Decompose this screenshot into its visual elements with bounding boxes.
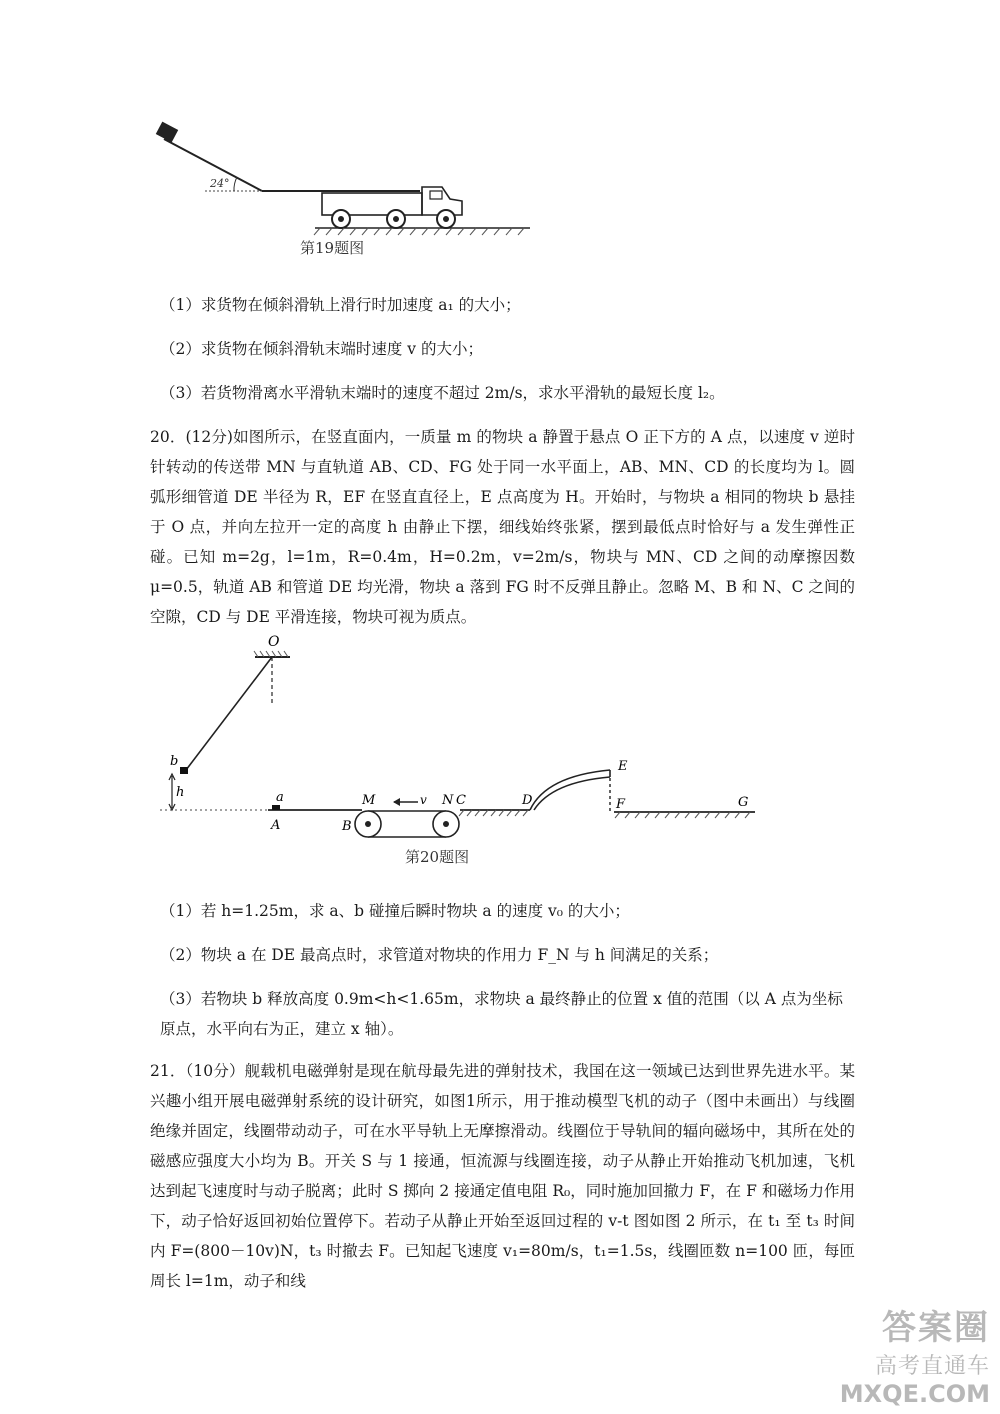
angle-arc — [234, 177, 237, 191]
label-h: h — [176, 785, 185, 800]
q19-part-3: （3）若货物滑离水平滑轨末端时的速度不超过 2m/s，求水平滑轨的最短长度 l₂。 — [160, 384, 725, 402]
label-G: G — [738, 795, 749, 810]
label-B: B — [342, 819, 352, 834]
label-a: a — [276, 790, 284, 805]
q20-part-1: （1）若 h=1.25m，求 a、b 碰撞后瞬时物块 a 的速度 v₀ 的大小； — [160, 902, 630, 920]
figure-19-diagram — [150, 115, 540, 245]
angle-label: 24° — [210, 177, 230, 190]
watermark-line-2: 高考直通车 — [874, 1354, 990, 1379]
label-M: M — [362, 793, 376, 808]
q19-part-2: （2）求货物在倾斜滑轨末端时速度 v 的大小； — [160, 340, 483, 358]
figure-20-diagram — [150, 630, 770, 850]
watermark-line-3: MXQE.COM — [839, 1380, 990, 1408]
block-b — [180, 767, 188, 774]
truck — [322, 187, 462, 228]
pendulum-string — [186, 657, 272, 770]
q20-part-3: （3）若物块 b 释放高度 0.9m<h<1.65m，求物块 a 最终静止的位置 x 值的范围（以 A 点为坐标原点，水平向右为正，建立 x 轴）。 — [160, 990, 843, 1038]
watermark — [840, 1300, 990, 1408]
label-b: b — [170, 754, 179, 769]
pipe-DE — [530, 770, 610, 810]
figure-20-caption: 第20题图 — [405, 848, 470, 866]
label-N: N — [442, 793, 454, 808]
label-O: O — [268, 634, 280, 650]
label-C: C — [456, 793, 466, 808]
q21-stem: 21．（10分）舰载机电磁弹射是现在航母最先进的弹射技术，我国在这一领域已达到世界先进水平。某兴趣小组开展电磁弹射系统的设计研究，如图1所示，用于推动模型飞机的动子（图中未画出）与线圈绝缘并固定，线圈带动动子，可在水平导轨上无摩擦滑动。线圈位于导轨间的辐向磁场中，其所在处的磁感应强度大小均为 B。开关 S 与 1 接通，恒流源与线圈连接，动子从静止开始推动飞机加速，飞机达到起飞速度时与动子脱离；此时 S 掷向 2 接通定值电阻 R₀，同时施加回撤力 F，在 F 和磁场力作用下，动子恰好返回初始位置停下。若动子从静止开始至返回过程的 v-t 图如图 2 所示，在 t₁ 至 t₃ 时间内 F=(800－10v)N，t₃ 时撤去 F。已知起飞速度 v₁=80m/s，t₁=1.5s，线圈匝数 n=100 匝，每匝周长 l=1m，动子和线 — [150, 1062, 855, 1290]
label-E: E — [618, 759, 628, 774]
figure-19-caption: 第19题图 — [300, 239, 365, 257]
q20-stem: 20．(12分)如图所示，在竖直面内，一质量 m 的物块 a 静置于悬点 O 正下方的 A 点，以速度 v 逆时针转动的传送带 MN 与直轨道 AB、CD、FG 处于同一水平面上，AB、MN、CD 的长度均为 l。圆弧形细管道 DE 半径为 R，EF 在竖直直径上，E 点高度为 H。开始时，与物块 a 相同的物块 b 悬挂于 O 点，并向左拉开一定的高度 h 由静止下摆，细线始终张紧，摆到最低点时恰好与 a 发生弹性正碰。已知 m=2g，l=1m，R=0.4m，H=0.2m，v=2m/s，物块与 MN、CD 之间的动摩擦因数μ=0.5，轨道 AB 和管道 DE 均光滑，物块 a 落到 FG 时不反弹且静止。忽略 M、B 和 N、C 之间的空隙，CD 与 DE 平滑连接，物块可视为质点。 — [150, 428, 855, 626]
label-A: A — [271, 818, 281, 833]
watermark-line-1: 答案圈 — [882, 1308, 990, 1348]
label-F: F — [616, 797, 626, 812]
label-v: v — [420, 793, 427, 807]
q20-part-2: （2）物块 a 在 DE 最高点时，求管道对物块的作用力 F_N 与 h 间满足的关系； — [160, 946, 719, 964]
q19-part-1: （1）求货物在倾斜滑轨上滑行时加速度 a₁ 的大小； — [160, 296, 521, 314]
conveyor-belt-MN — [355, 811, 459, 837]
block-a — [272, 805, 280, 810]
label-D: D — [522, 793, 533, 808]
cargo-box — [156, 122, 178, 143]
